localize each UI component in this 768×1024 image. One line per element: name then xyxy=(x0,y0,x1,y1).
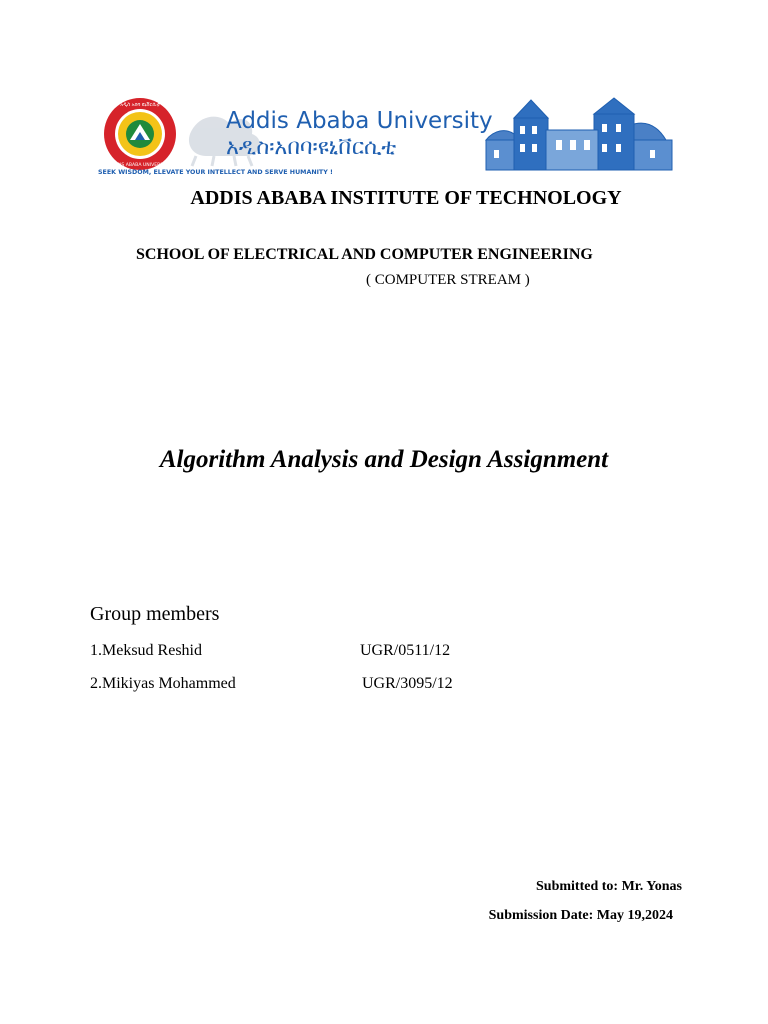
university-name: Addis Ababa University xyxy=(226,108,493,134)
stream-label: ( COMPUTER STREAM ) xyxy=(366,272,530,288)
submitted-to: Submitted to: Mr. Yonas xyxy=(536,879,682,894)
group-member-row xyxy=(90,642,510,664)
submission-date: Submission Date: May 19,2024 xyxy=(488,908,673,923)
university-seal-logo xyxy=(104,98,176,170)
member-name: 2.Mikiyas Mohammed xyxy=(90,675,236,692)
group-member-row xyxy=(90,675,510,697)
member-id: UGR/0511/12 xyxy=(360,642,451,659)
seal-text: ADDIS ABABA UNIVERSITY xyxy=(109,163,171,168)
university-motto: SEEK WISDOM, ELEVATE YOUR INTELLECT AND SERVE HUMANITY ! xyxy=(98,169,333,176)
school-name: SCHOOL OF ELECTRICAL AND COMPUTER ENGINEERING xyxy=(136,246,593,263)
institute-name: ADDIS ABABA INSTITUTE OF TECHNOLOGY xyxy=(190,187,622,209)
member-name: 1.Meksud Reshid xyxy=(90,642,202,659)
assignment-title: Algorithm Analysis and Design Assignment xyxy=(159,446,609,473)
university-building-illustration xyxy=(486,98,672,170)
seal-text-amharic: አዲስ አበባ ዩኒቨርሲቲ xyxy=(120,102,160,108)
group-members-heading: Group members xyxy=(90,603,220,625)
member-id: UGR/3095/12 xyxy=(362,675,453,692)
university-banner xyxy=(94,94,674,180)
university-name-amharic: አዲስ፡አበባ፡ዩኒቨርሲቲ xyxy=(226,135,397,160)
